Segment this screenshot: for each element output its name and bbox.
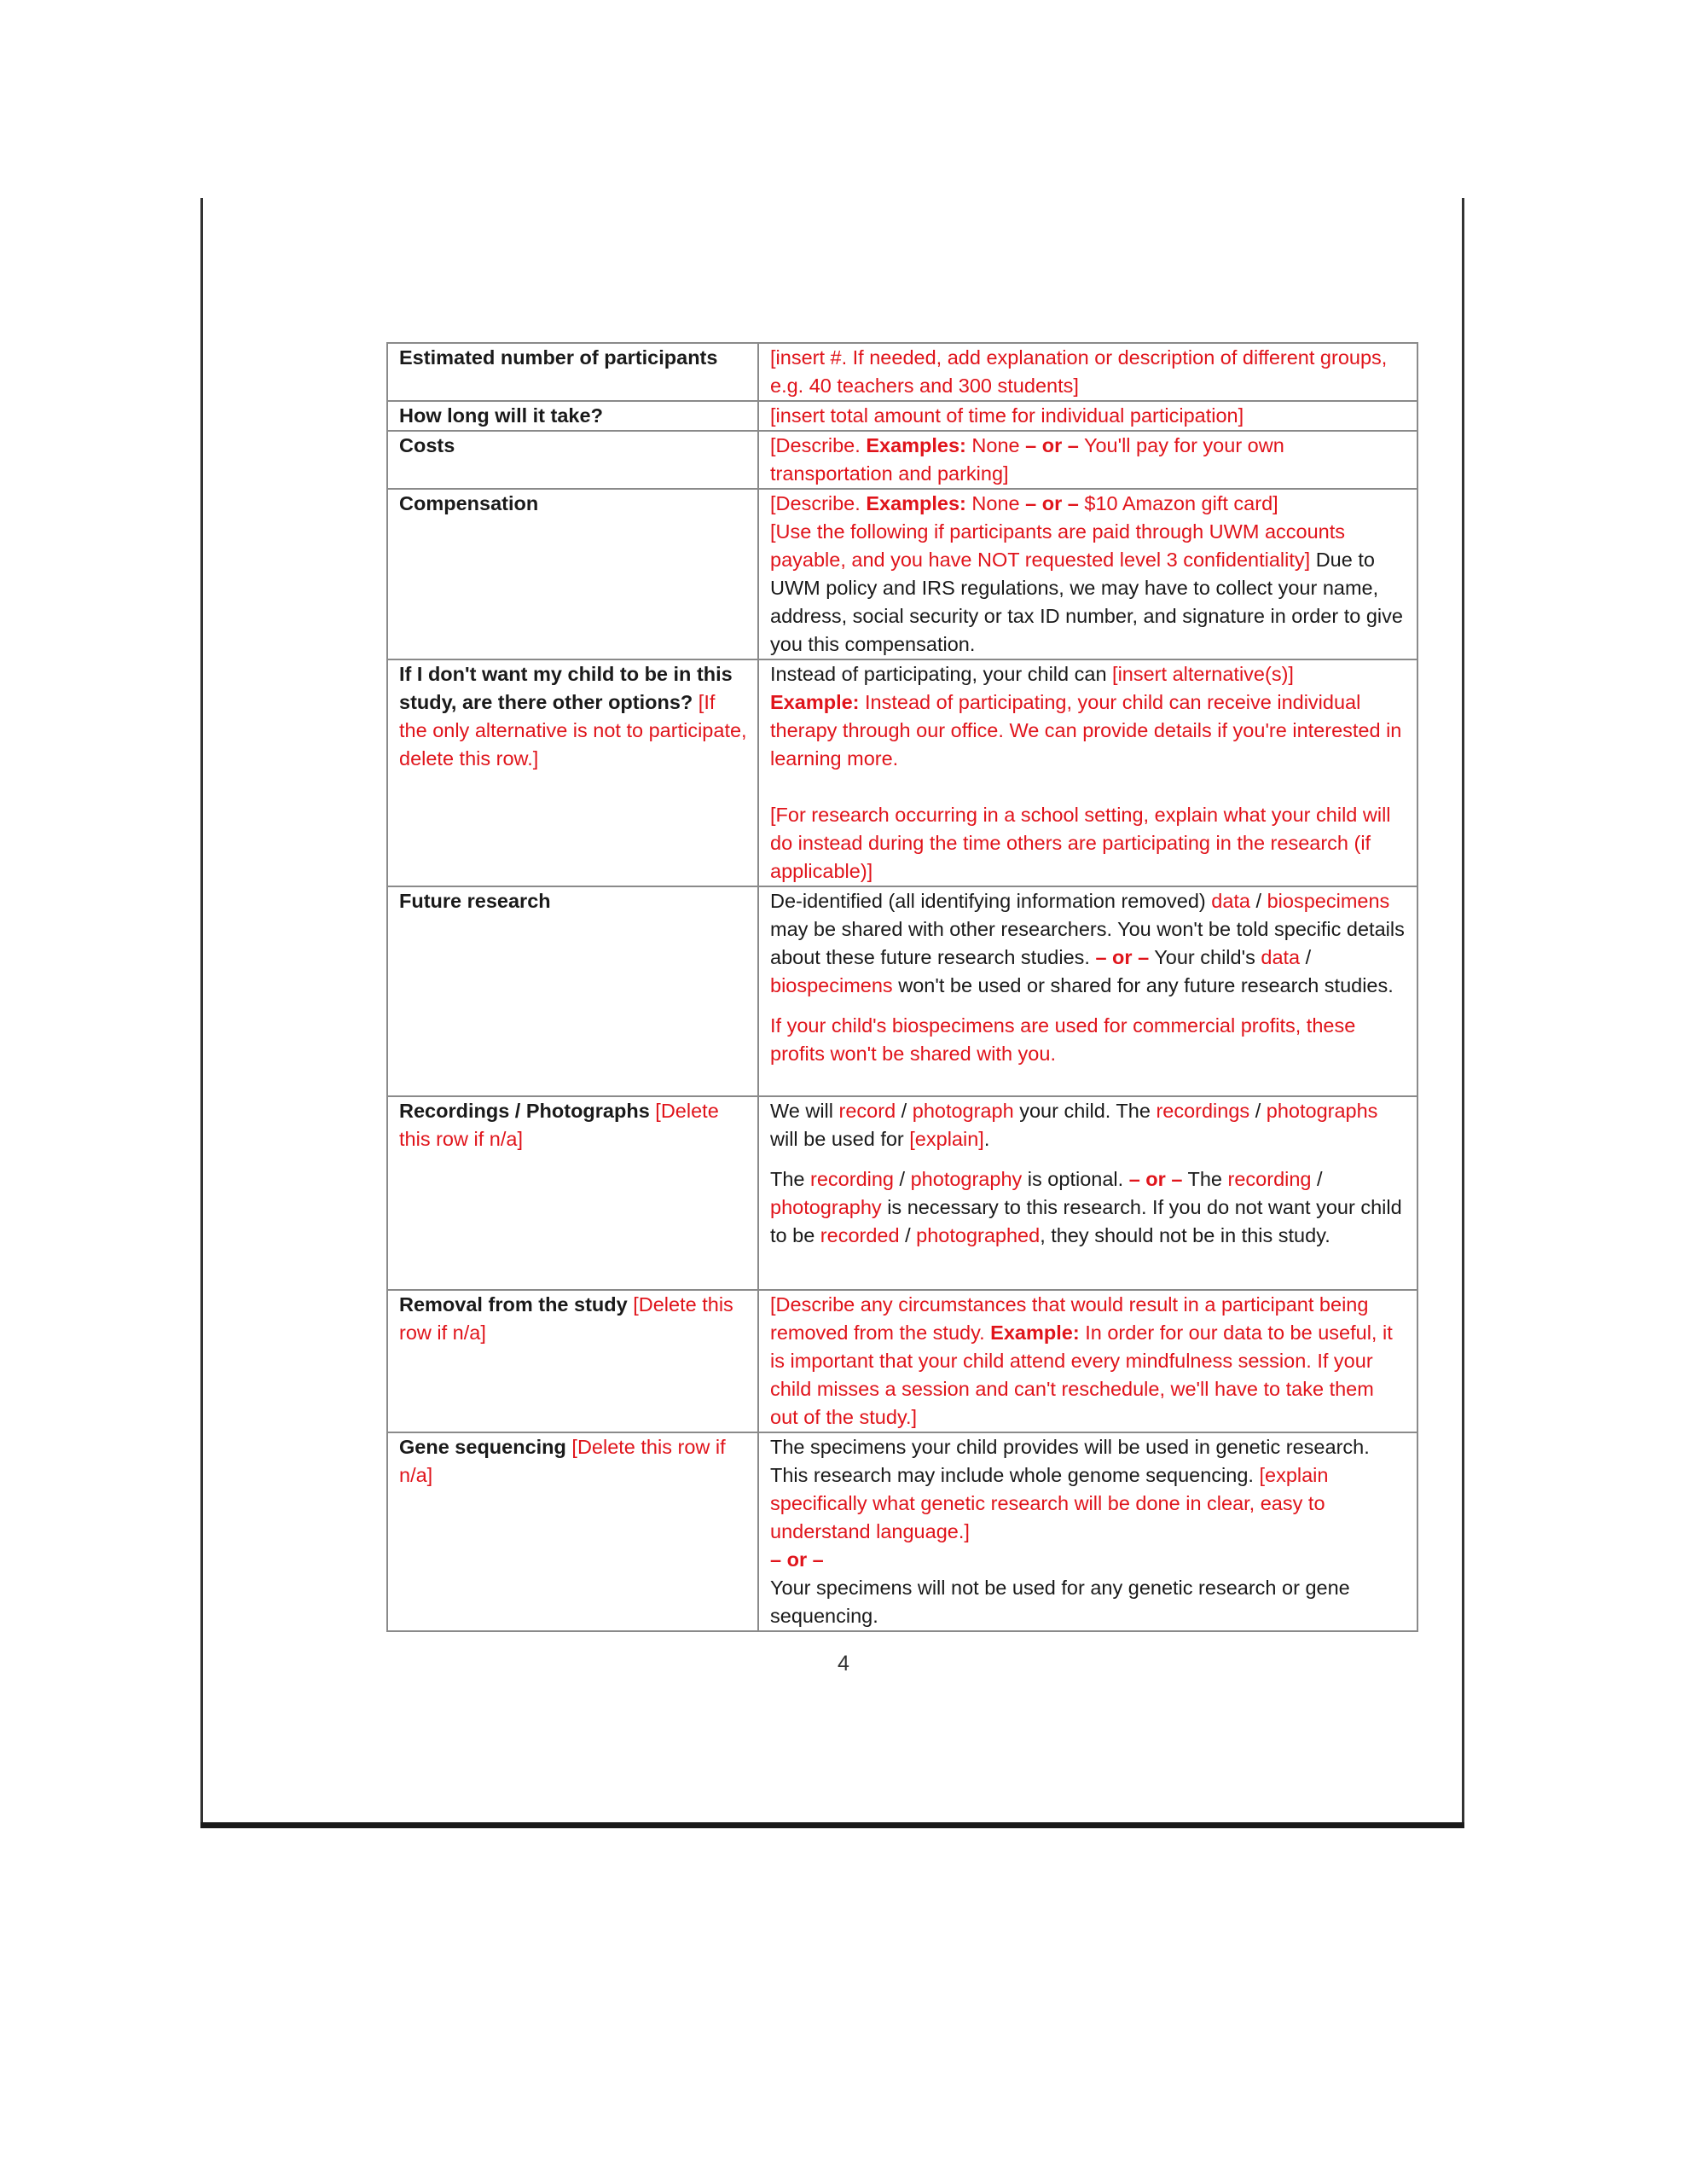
table-row: [387, 659, 1417, 886]
text-run: recording: [810, 1168, 895, 1190]
row-content-costs: [758, 431, 1417, 489]
text-run: is necessary to this research. If you do not want your child to be: [770, 1196, 1402, 1246]
row-content-removal: [758, 1290, 1417, 1432]
text-run: The specimens your child provides will be used in genetic research. This research may include whole genome sequencing.: [770, 1436, 1370, 1486]
text-run: Gene sequencing: [399, 1436, 566, 1458]
table-row: [387, 1096, 1417, 1290]
row-content-alternatives: [758, 659, 1417, 886]
text-run: We will: [770, 1100, 839, 1122]
text-run: your child. The: [1013, 1100, 1157, 1122]
text-run: /: [899, 1224, 917, 1246]
text-run: The: [1182, 1168, 1228, 1190]
row-label-gene-sequencing: [387, 1432, 758, 1631]
table-row: [387, 431, 1417, 489]
text-run: data: [1261, 946, 1301, 968]
text-run: – or –: [1095, 946, 1150, 968]
table-row: [387, 1290, 1417, 1432]
text-run: [Delete this row if n/a]: [399, 1436, 726, 1486]
text-run: recording: [1227, 1168, 1312, 1190]
text-run: [For research occurring in a school setting, explain what your child will do instead during the time others are participating in the research (if applicable)]: [770, 804, 1391, 882]
row-content-future-research: [758, 886, 1417, 1096]
text-run: /: [896, 1100, 913, 1122]
text-run: – or –: [1128, 1168, 1183, 1190]
row-label-future-research: Future research: [387, 886, 758, 1096]
table-row: [387, 343, 1417, 401]
page-border-right: [1462, 198, 1464, 1826]
text-run: [Describe.: [770, 492, 867, 514]
text-run: /: [894, 1168, 911, 1190]
text-run: [Delete this row if n/a]: [399, 1100, 719, 1150]
text-run: Removal from the study: [399, 1293, 628, 1316]
text-run: may be shared with other researchers. You won't be told specific details about these future research studies.: [770, 918, 1405, 968]
text-run: biospecimens: [770, 974, 893, 996]
text-run: Instead of participating, your child can: [770, 663, 1113, 685]
row-content-compensation: [758, 489, 1417, 659]
row-label-costs: Costs: [387, 431, 758, 489]
text-run: will be used for: [770, 1128, 910, 1150]
table-row: [387, 489, 1417, 659]
text-run: [Delete this row if n/a]: [399, 1293, 733, 1344]
text-run: Examples:: [866, 434, 966, 456]
text-run: /: [1250, 890, 1267, 912]
text-run: If I don't want my child to be in this study, are there other options?: [399, 663, 733, 713]
text-run: Due to UWM policy and IRS regulations, we may have to collect your name, address, social security or tax ID number, and signature in order to give you this compensation.: [770, 549, 1403, 655]
text-run: photography: [770, 1196, 882, 1218]
text-run: None: [965, 492, 1026, 514]
text-run: record: [838, 1100, 896, 1122]
text-run: Recordings / Photographs: [399, 1100, 650, 1122]
row-content-participants: [insert #. If needed, add explanation or description of different groups, e.g. 40 teachers and 300 students]: [758, 343, 1417, 401]
text-run: Example:: [990, 1321, 1080, 1344]
text-run: photographed: [916, 1224, 1041, 1246]
row-label-removal: [387, 1290, 758, 1432]
text-run: recordings: [1156, 1100, 1250, 1122]
text-run: biospecimens: [1267, 890, 1390, 912]
text-run: won't be used or shared for any future research studies.: [892, 974, 1394, 996]
row-label-recordings: [387, 1096, 758, 1290]
text-run: [explain specifically what genetic research will be done in clear, easy to understand language.]: [770, 1464, 1329, 1542]
row-label-alternatives: [387, 659, 758, 886]
row-label-duration: How long will it take?: [387, 401, 758, 431]
table-row: [387, 401, 1417, 431]
page-number: 4: [838, 1652, 849, 1676]
text-run: The: [770, 1168, 811, 1190]
row-label-compensation: Compensation: [387, 489, 758, 659]
text-run: photographs: [1266, 1100, 1378, 1122]
row-content-duration: [insert total amount of time for individual participation]: [758, 401, 1417, 431]
table-row: [387, 886, 1417, 1096]
table-row: [387, 1432, 1417, 1631]
text-run: – or –: [1025, 434, 1079, 456]
text-run: Your specimens will not be used for any genetic research or gene sequencing.: [770, 1577, 1350, 1627]
text-run: In order for our data to be useful, it is important that your child attend every mindfulness session. If your child misses a session and can't reschedule, we'll have to take them out of the study.]: [770, 1321, 1393, 1428]
text-run: $10 Amazon gift card]: [1078, 492, 1278, 514]
text-run: [Use the following if participants are paid through UWM accounts payable, and you have NOT requested level 3 confidentiality]: [770, 520, 1345, 571]
text-run: data: [1211, 890, 1250, 912]
page-border-bottom: [200, 1822, 1464, 1828]
text-run: recorded: [820, 1224, 900, 1246]
text-run: , they should not be in this study.: [1040, 1224, 1330, 1246]
text-run: De-identified (all identifying information removed): [770, 890, 1212, 912]
text-run: [Describe.: [770, 434, 867, 456]
text-run: /: [1300, 946, 1312, 968]
text-run: [insert alternative(s)]: [1112, 663, 1294, 685]
text-run: Example:: [770, 691, 860, 713]
text-run: – or –: [770, 1548, 824, 1571]
text-run: photography: [910, 1168, 1023, 1190]
text-run: /: [1249, 1100, 1267, 1122]
row-label-participants: Estimated number of participants: [387, 343, 758, 401]
text-run: photograph: [912, 1100, 1014, 1122]
text-run: If your child's biospecimens are used for commercial profits, these profits won't be shared with you.: [770, 1014, 1356, 1065]
text-run: Instead of participating, your child can receive individual therapy through our office. We can provide details if you're interested in learning more.: [770, 691, 1402, 770]
text-run: [explain]: [909, 1128, 984, 1150]
text-run: is optional.: [1022, 1168, 1129, 1190]
text-run: Examples:: [866, 492, 966, 514]
text-run: /: [1311, 1168, 1323, 1190]
text-run: You'll pay for your own transportation and parking]: [770, 434, 1284, 485]
page-border-left: [200, 198, 203, 1826]
text-run: [Describe any circumstances that would result in a participant being removed from the study.: [770, 1293, 1369, 1344]
text-run: Your child's: [1149, 946, 1261, 968]
row-content-recordings: [758, 1096, 1417, 1290]
text-run: [If the only alternative is not to participate, delete this row.]: [399, 691, 747, 770]
text-run: – or –: [1025, 492, 1079, 514]
row-content-gene-sequencing: [758, 1432, 1417, 1631]
study-info-table: [386, 342, 1418, 1632]
text-run: None: [965, 434, 1026, 456]
text-run: .: [983, 1128, 990, 1150]
